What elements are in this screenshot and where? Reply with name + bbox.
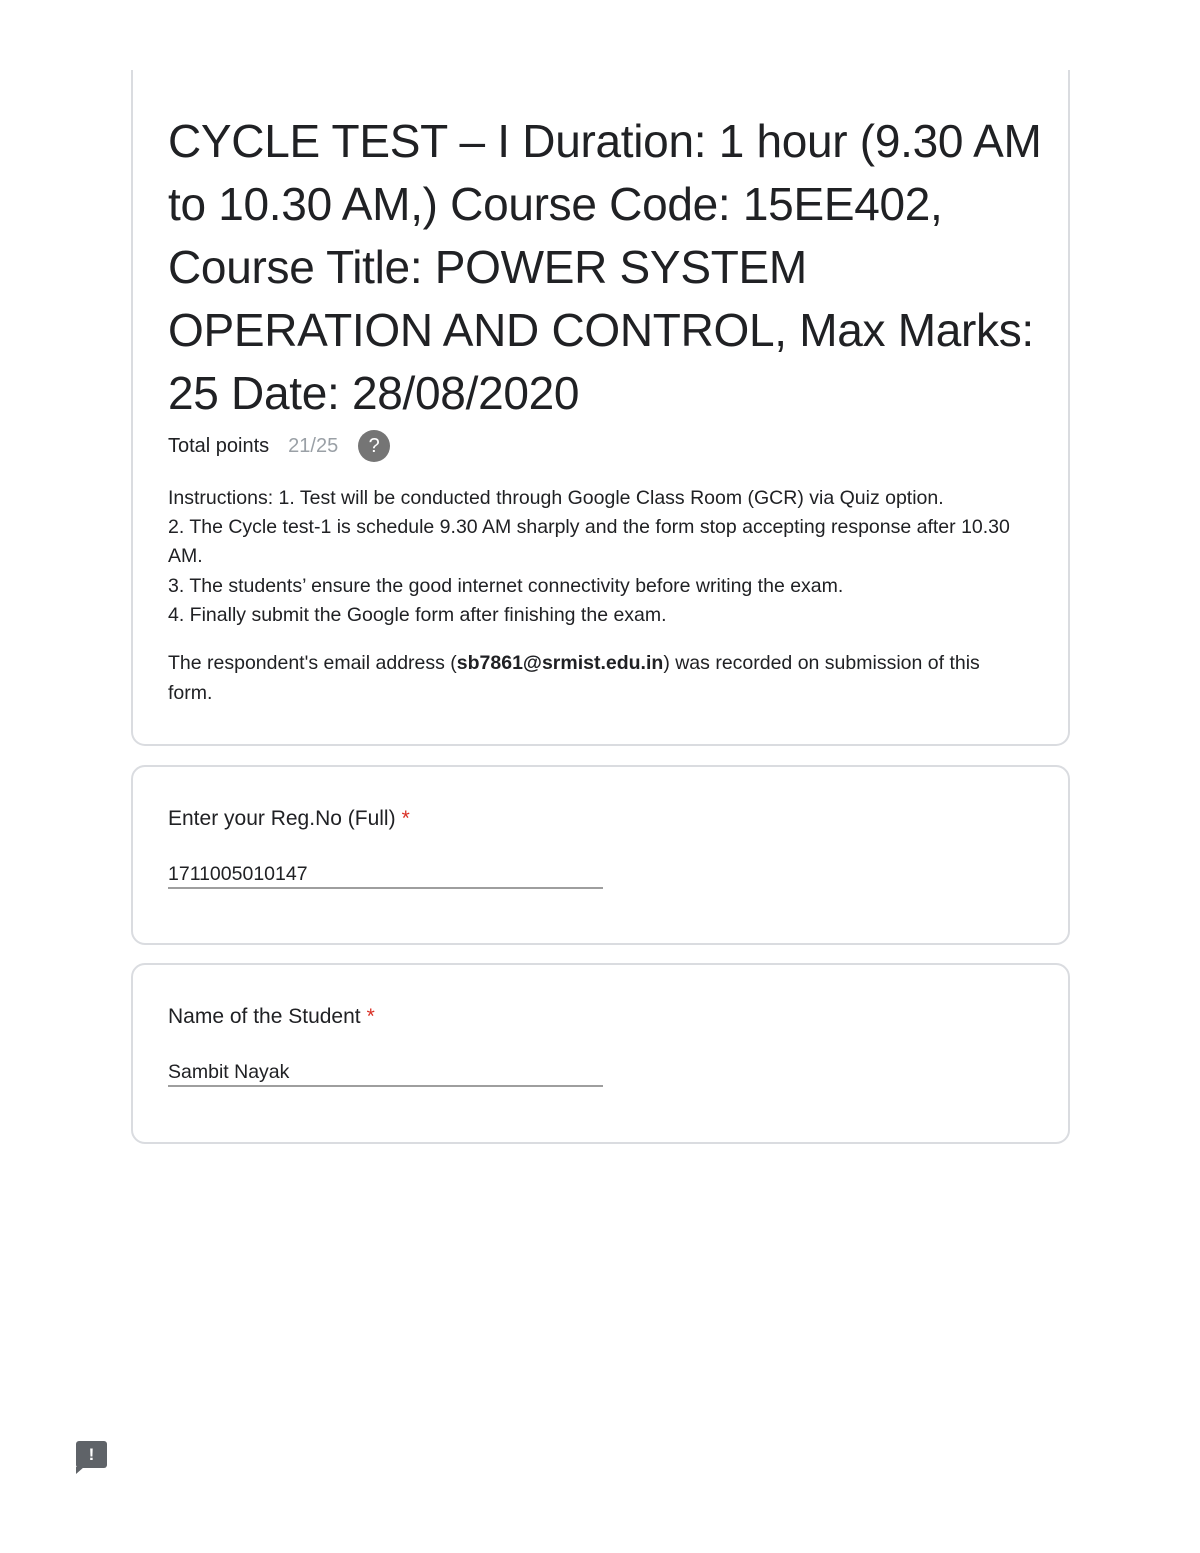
required-asterisk: *: [401, 807, 410, 830]
instruction-line: Instructions: 1. Test will be conducted through Google Class Room (GCR) via Quiz option.: [168, 487, 944, 509]
email-note-suffix: ) was recorded on submission of this form.: [168, 652, 980, 704]
question-title: Enter your Reg.No (Full): [168, 807, 396, 830]
form-header-card: [131, 70, 1070, 746]
help-icon[interactable]: ?: [358, 430, 390, 462]
total-points-label: Total points: [168, 434, 270, 457]
instruction-line: 3. The students’ ensure the good internet connectivity before writing the exam.: [168, 574, 844, 597]
respondent-email: sb7861@srmist.edu.in: [456, 652, 664, 674]
total-points-value: 21/25: [288, 434, 339, 457]
question-label: [168, 805, 410, 833]
required-asterisk: *: [366, 1005, 375, 1028]
instruction-line: 4. Finally submit the Google form after finishing the exam.: [168, 603, 667, 626]
reg-no-answer-field[interactable]: 1711005010147: [168, 859, 603, 889]
instruction-line: 2. The Cycle test-1 is schedule 9.30 AM sharply and the form stop accepting response after 10.30 AM.: [168, 516, 1010, 568]
feedback-icon[interactable]: !: [76, 1441, 107, 1468]
email-note-prefix: The respondent's email address (: [168, 652, 457, 674]
total-points-row: [168, 430, 390, 462]
student-name-answer-field[interactable]: Sambit Nayak: [168, 1057, 603, 1087]
form-description: [168, 484, 1048, 630]
question-card-reg-no: [131, 765, 1070, 945]
respondent-email-note: [168, 649, 1028, 708]
question-label: [168, 1003, 375, 1031]
question-title: Name of the Student: [168, 1005, 361, 1028]
form-title: CYCLE TEST – I Duration: 1 hour (9.30 AM to 10.30 AM,) Course Code: 15EE402, Course Title: POWER SYSTEM OPERATION AND CONTROL, Max Marks: 25 Date: 28/08/2020: [168, 115, 1042, 419]
question-card-student-name: [131, 963, 1070, 1144]
